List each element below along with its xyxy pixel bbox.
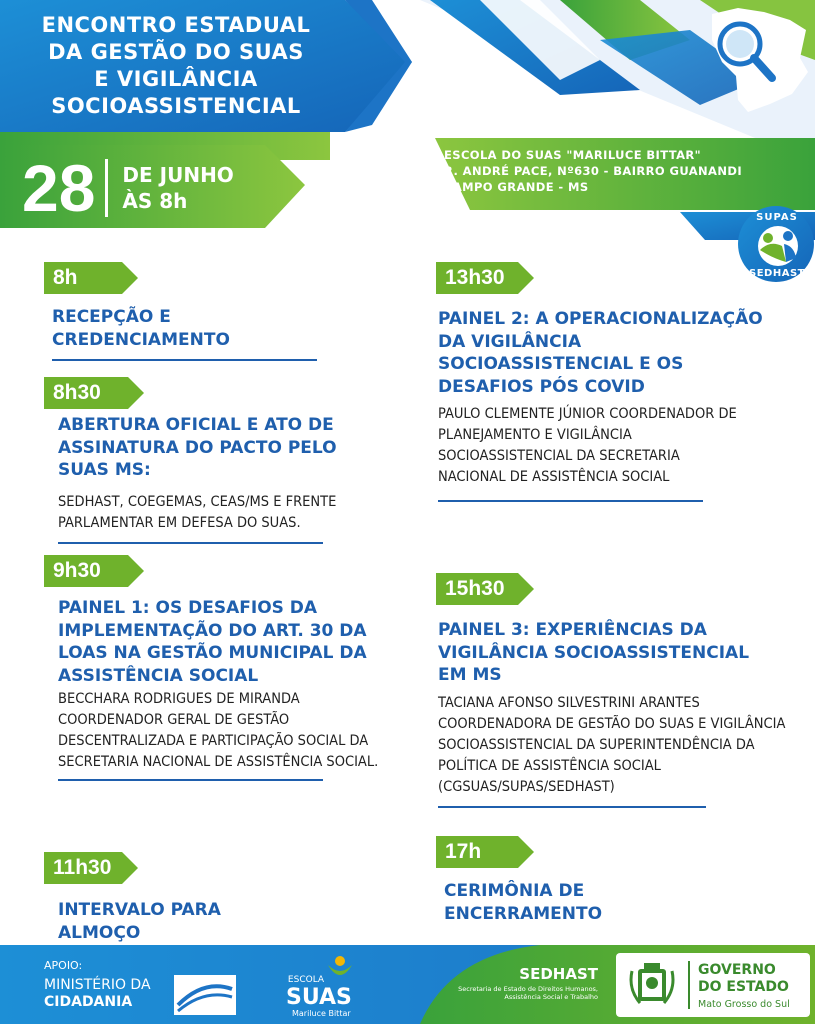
session-title: PAINEL 2: A OPERACIONALIZAÇÃO DA VIGILÂNCIA SOCIOASSISTENCIAL E OS DESAFIOS PÓS COVID [438, 309, 763, 397]
divider [52, 359, 317, 361]
governo-line1: GOVERNO [698, 962, 776, 978]
ministerio-emblem-icon [174, 975, 236, 1015]
event-month: DE JUNHO [122, 162, 234, 187]
footer [0, 945, 815, 1024]
session-title: PAINEL 1: OS DESAFIOS DA IMPLEMENTAÇÃO DO ART. 30 DA LOAS NA GESTÃO MUNICIPAL DA ASSISTÊNCIA SOCIAL [58, 598, 367, 686]
divider [438, 806, 706, 808]
event-title-line: SOCIOASSISTENCIAL [51, 94, 301, 118]
governo-line3: Mato Grosso do Sul [698, 999, 790, 1010]
session-description: PAULO CLEMENTE JÚNIOR COORDENADOR DE PLANEJAMENTO E VIGILÂNCIA SOCIOASSISTENCIAL DA SECRETARIA NACIONAL DE ASSISTÊNCIA SOCIAL [438, 406, 737, 485]
supas-logo-text: SUPAS [756, 212, 798, 223]
time-tag: 8h [44, 262, 122, 294]
time-tag: 17h [436, 836, 518, 868]
divider [58, 542, 323, 544]
session-title: ABERTURA OFICIAL E ATO DE ASSINATURA DO PACTO PELO SUAS MS: [58, 415, 337, 480]
time-tag: 11h30 [44, 852, 122, 884]
ministerio-line1: MINISTÉRIO DA [44, 977, 151, 993]
venue-line: ESCOLA DO SUAS "MARILUCE BITTAR" [444, 148, 702, 162]
escola-sub-label: Mariluce Bittar [292, 1009, 351, 1018]
ministerio-cidadania-logo [44, 977, 151, 1011]
time-tag: 8h30 [44, 377, 128, 409]
ministerio-line2: CIDADANIA [44, 994, 133, 1010]
schedule-item [44, 555, 394, 781]
event-title-line: DA GESTÃO DO SUAS [48, 40, 304, 64]
supas-logo-icon [758, 226, 798, 266]
venue-line: R. ANDRÉ PACE, Nº630 - BAIRRO GUANANDI [444, 164, 742, 178]
event-date [22, 150, 234, 225]
suas-label: SUAS [286, 985, 352, 1010]
session-title: CERIMÔNIA DE ENCERRAMENTO [444, 881, 603, 924]
schedule-item [44, 852, 394, 944]
sedhast-label: SEDHAST [519, 965, 598, 983]
escola-label: ESCOLA [287, 975, 325, 985]
session-description: SEDHAST, COEGEMAS, CEAS/MS E FRENTE PARLAMENTAR EM DEFESA DO SUAS. [58, 493, 337, 531]
date-divider [105, 159, 108, 217]
time-tag: 9h30 [44, 555, 128, 587]
schedule-item [44, 377, 394, 544]
session-title: RECEPÇÃO E CREDENCIAMENTO [52, 307, 230, 350]
event-day: 28 [22, 150, 96, 225]
event-time: ÀS 8h [122, 188, 188, 213]
sedhast-sub-line: Secretaria de Estado de Direitos Humanos, [458, 985, 598, 993]
session-description: TACIANA AFONSO SILVESTRINI ARANTES COORDENADORA DE GESTÃO DO SUAS E VIGILÂNCIA SOCIOASSISTENCIAL DA SUPERINTENDÊNCIA DA POLÍTICA DE ASSISTÊNCIA SOCIAL (CGSUAS/SUPAS/SEDHAST) [438, 694, 786, 795]
state-crest-icon [626, 963, 678, 1009]
event-title-line: E VIGILÂNCIA [94, 67, 258, 91]
schedule-item [436, 573, 806, 808]
schedule-item [44, 262, 394, 361]
supas-logo-subtext: SEDHAST [749, 268, 805, 279]
escola-suas-figure-icon [326, 955, 354, 977]
event-title-line: ENCONTRO ESTADUAL [41, 13, 311, 37]
session-title: PAINEL 3: EXPERIÊNCIAS DA VIGILÂNCIA SOCIOASSISTENCIAL EM MS [438, 620, 750, 685]
sedhast-sub-line: Assistência Social e Trabalho [504, 993, 598, 1001]
event-venue [444, 147, 742, 195]
session-title: INTERVALO PARA ALMOÇO [58, 900, 221, 943]
venue-line: CAMPO GRANDE - MS [444, 180, 589, 194]
schedule-item [436, 836, 796, 925]
divider [438, 500, 703, 502]
session-description: BECCHARA RODRIGUES DE MIRANDA COORDENADOR GERAL DE GESTÃO DESCENTRALIZADA E PARTICIPAÇÃO SOCIAL DA SECRETARIA NACIONAL DE ASSISTÊNCIA SOCIAL. [58, 691, 379, 770]
governo-line2: DO ESTADO [698, 979, 789, 995]
time-tag: 15h30 [436, 573, 518, 605]
apoio-label: APOIO: [44, 959, 83, 972]
schedule-item [436, 262, 796, 502]
time-tag: 13h30 [436, 262, 518, 294]
governo-ms-logo [616, 953, 810, 1017]
supas-logo [742, 212, 812, 223]
sedhast-logo [450, 965, 598, 1001]
divider [58, 779, 323, 781]
event-title [16, 12, 336, 120]
governo-divider [688, 961, 690, 1009]
